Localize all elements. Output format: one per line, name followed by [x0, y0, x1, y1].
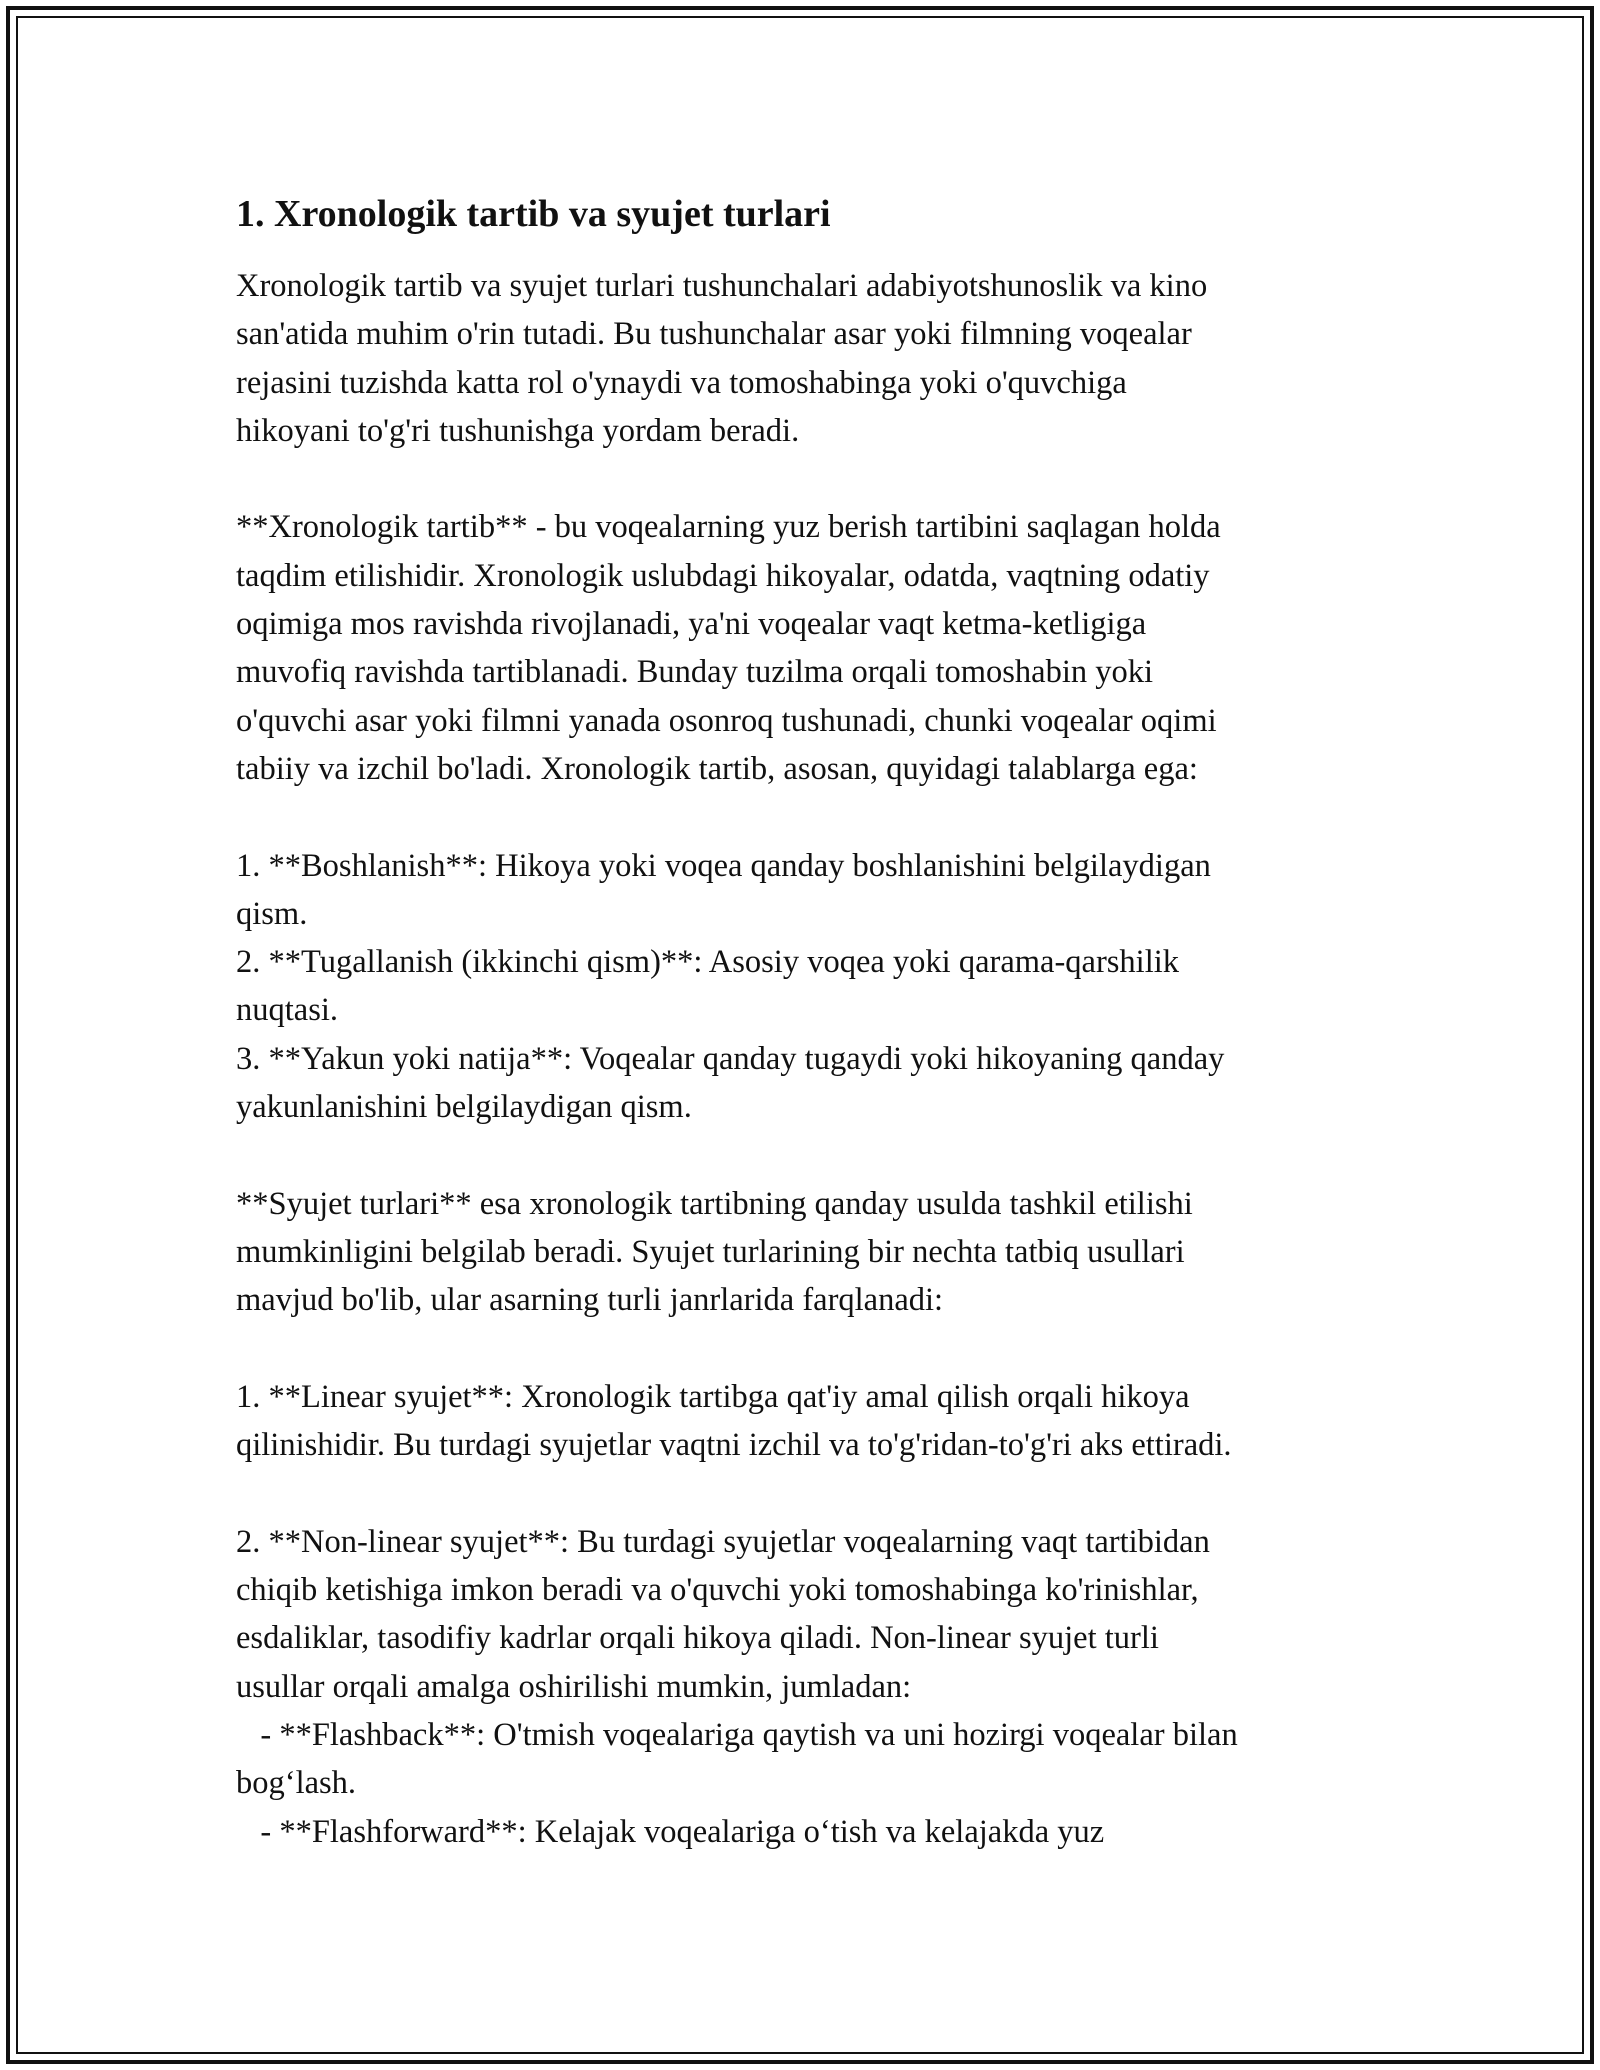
list-item-line: 3. **Yakun yoki natija**: Voqealar qanday tugaydi yoki hikoyaning qanday — [236, 1040, 1225, 1077]
document-title: 1. Xronologik tartib va syujet turlari — [236, 193, 831, 235]
list-item-linear-plot — [236, 1373, 1386, 1470]
list-item-line: 2. **Non-linear syujet**: Bu turdagi syujetlar voqealarning vaqt tartibidan — [236, 1523, 1210, 1560]
text-line: hikoyani to'g'ri tushunishga yordam beradi. — [236, 412, 800, 449]
document-body — [236, 262, 1386, 1856]
list-item-line: qilinishidir. Bu turdagi syujetlar vaqtni izchil va to'g'ridan-to'g'ri aks ettiradi. — [236, 1427, 1232, 1464]
paragraph-gap — [236, 1469, 1386, 1517]
text-line: oqimiga mos ravishda rivojlanadi, ya'ni voqealar vaqt ketma-ketligiga — [236, 606, 1147, 643]
paragraph-gap — [236, 793, 1386, 841]
document-content — [236, 188, 1386, 1856]
paragraph-chronological-order — [236, 503, 1386, 793]
paragraph-gap — [236, 455, 1386, 503]
list-item-line: usullar orqali amalga oshirilishi mumkin, jumladan: — [236, 1668, 912, 1705]
list-item-line: nuqtasi. — [236, 992, 339, 1029]
text-line: mavjud bo'lib, ular asarning turli janrlarida farqlanadi: — [236, 1282, 944, 1319]
list-item-line: 1. **Linear syujet**: Xronologik tartibga qat'iy amal qilish orqali hikoya — [236, 1378, 1190, 1415]
list-item-line: 2. **Tugallanish (ikkinchi qism)**: Asosiy voqea yoki qarama-qarshilik — [236, 944, 1180, 981]
list-item-line: 1. **Boshlanish**: Hikoya yoki voqea qanday boshlanishini belgilaydigan — [236, 847, 1211, 884]
list-stages — [236, 842, 1386, 1132]
sub-list-item-flashforward: - **Flashforward**: Kelajak voqealariga o‘tish va kelajakda yuz — [236, 1813, 1105, 1850]
list-item-line: bog‘lash. — [236, 1765, 357, 1802]
text-line: **Syujet turlari** esa xronologik tartibning qanday usulda tashkil etilishi — [236, 1185, 1193, 1222]
text-line: muvofiq ravishda tartiblanadi. Bunday tuzilma orqali tomoshabin yoki — [236, 654, 1154, 691]
text-line: rejasini tuzishda katta rol o'ynaydi va tomoshabinga yoki o'quvchiga — [236, 364, 1127, 401]
sub-list-item-flashback: - **Flashback**: O'tmish voqealariga qaytish va uni hozirgi voqealar bilan — [236, 1716, 1238, 1753]
text-line: tabiiy va izchil bo'ladi. Xronologik tartib, asosan, quyidagi talablarga ega: — [236, 750, 1198, 787]
text-line: Xronologik tartib va syujet turlari tushunchalari adabiyotshunoslik va kino — [236, 268, 1208, 304]
list-item-line: qism. — [236, 895, 308, 932]
text-line: san'atida muhim o'rin tutadi. Bu tushunchalar asar yoki filmning voqealar — [236, 316, 1192, 353]
paragraph-gap — [236, 1131, 1386, 1179]
text-line: o'quvchi asar yoki filmni yanada osonroq tushunadi, chunki voqealar oqimi — [236, 702, 1217, 739]
paragraph-gap — [236, 1325, 1386, 1373]
paragraph-plot-types — [236, 1180, 1386, 1325]
list-item-line: esdaliklar, tasodifiy kadrlar orqali hikoya qiladi. Non-linear syujet turli — [236, 1620, 1159, 1657]
text-line: taqdim etilishidir. Xronologik uslubdagi hikoyalar, odatda, vaqtning odatiy — [236, 557, 1210, 594]
text-line: mumkinligini belgilab beradi. Syujet turlarining bir nechta tatbiq usullari — [236, 1233, 1185, 1270]
list-item-line: chiqib ketishiga imkon beradi va o'quvchi yoki tomoshabinga ko'rinishlar, — [236, 1572, 1199, 1609]
paragraph-intro — [236, 262, 1386, 455]
list-item-line: yakunlanishini belgilaydigan qism. — [236, 1089, 692, 1126]
text-line: **Xronologik tartib** - bu voqealarning yuz berish tartibini saqlagan holda — [236, 509, 1221, 546]
list-item-nonlinear-plot — [236, 1518, 1386, 1856]
